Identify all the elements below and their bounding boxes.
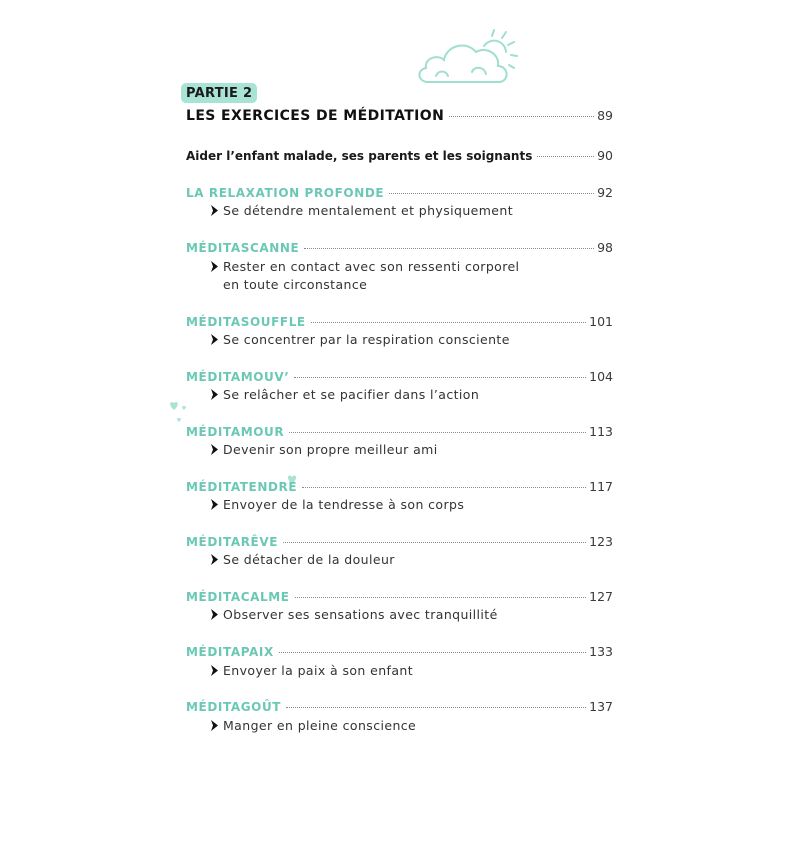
entry-subtitle-text: Envoyer de la tendresse à son corps [223,497,465,512]
page-number: 133 [589,644,613,659]
toc-entry[interactable] [186,240,613,255]
hearts-icon [168,398,190,424]
entry-title: MÉDITASCANNE [186,241,300,255]
dot-leader [302,486,586,488]
page-number: 117 [589,479,613,494]
entry-title: LA RELAXATION PROFONDE [186,186,385,200]
page-number: 137 [589,699,613,714]
entry-subtitle [210,331,510,349]
entry-title: MÉDITARÊVE [186,535,279,549]
dot-leader [295,596,587,598]
entry-subtitle-text: Se relâcher et se pacifier dans l’action [223,387,480,402]
dot-leader [286,706,586,708]
page-number: 104 [589,369,613,384]
entry-subtitle [210,202,513,220]
chevron-right-icon [210,386,223,403]
dot-leader [289,431,586,433]
toc-entry[interactable] [186,369,613,384]
entry-subtitle-text: Observer ses sensations avec tranquillité [223,607,498,622]
page-number: 98 [597,240,613,255]
toc-entry[interactable] [186,644,613,659]
entry-title: MÉDITAGOÛT [186,700,282,714]
part-badge: PARTIE 2 [181,83,257,103]
entry-subtitle [210,386,479,404]
toc-entry[interactable] [186,314,613,329]
dot-leader [449,115,594,117]
chevron-right-icon [210,441,223,458]
chevron-right-icon [210,717,223,734]
cloud-sun-icon [414,26,520,88]
toc-intro-row[interactable] [186,148,613,163]
chevron-right-icon [210,606,223,623]
page-number: 90 [597,148,613,163]
entry-subtitle-text: Se détendre mentalement et physiquement [223,203,514,218]
chevron-right-icon [210,202,223,219]
page-number: 92 [597,185,613,200]
entry-subtitle [210,258,519,294]
dot-leader [294,376,586,378]
entry-title: MÉDITAPAIX [186,645,274,659]
dot-leader [304,247,594,249]
page-number: 113 [589,424,613,439]
entry-subtitle [210,551,395,569]
toc-entry[interactable] [186,699,613,714]
dot-leader [537,155,594,157]
toc-part-row[interactable] [186,108,613,124]
dot-leader [311,321,586,323]
entry-subtitle [210,496,464,514]
intro-title: Aider l’enfant malade, ses parents et les soignants [186,149,533,163]
dot-leader [389,192,594,194]
entry-subtitle-text: Manger en pleine conscience [223,718,417,733]
chevron-right-icon [210,662,223,679]
entry-subtitle-text: Envoyer la paix à son enfant [223,663,413,678]
toc-entry[interactable] [186,185,613,200]
toc-entry[interactable] [186,589,613,604]
part-title: LES EXERCICES DE MÉDITATION [186,108,445,124]
entry-title: MÉDITAMOUR [186,425,285,439]
entry-title: MÉDITAMOUV’ [186,370,290,384]
chevron-right-icon [210,331,223,348]
entry-subtitle [210,717,416,735]
dot-leader [283,541,586,543]
page-number: 123 [589,534,613,549]
toc-entry[interactable] [186,424,613,439]
page-number: 127 [589,589,613,604]
page-number: 101 [589,314,613,329]
toc-entry[interactable] [186,534,613,549]
entry-title: MÉDITATENDRE [186,480,298,494]
entry-subtitle-text: Devenir son propre meilleur ami [223,442,438,457]
entry-title: MÉDITACALME [186,590,290,604]
entry-subtitle [210,606,498,624]
toc-entry[interactable] [186,479,613,494]
chevron-right-icon [210,496,223,513]
page-number: 89 [597,108,613,123]
dot-leader [279,651,586,653]
entry-subtitle-text: Se détacher de la douleur [223,552,395,567]
entry-subtitle [210,441,438,459]
chevron-right-icon [210,551,223,568]
entry-subtitle-text: Rester en contact avec son ressenti corporel en toute circonstance [223,259,520,292]
chevron-right-icon [210,258,223,275]
entry-subtitle-text: Se concentrer par la respiration consciente [223,332,510,347]
entry-subtitle [210,662,413,680]
entry-title: MÉDITASOUFFLE [186,315,306,329]
